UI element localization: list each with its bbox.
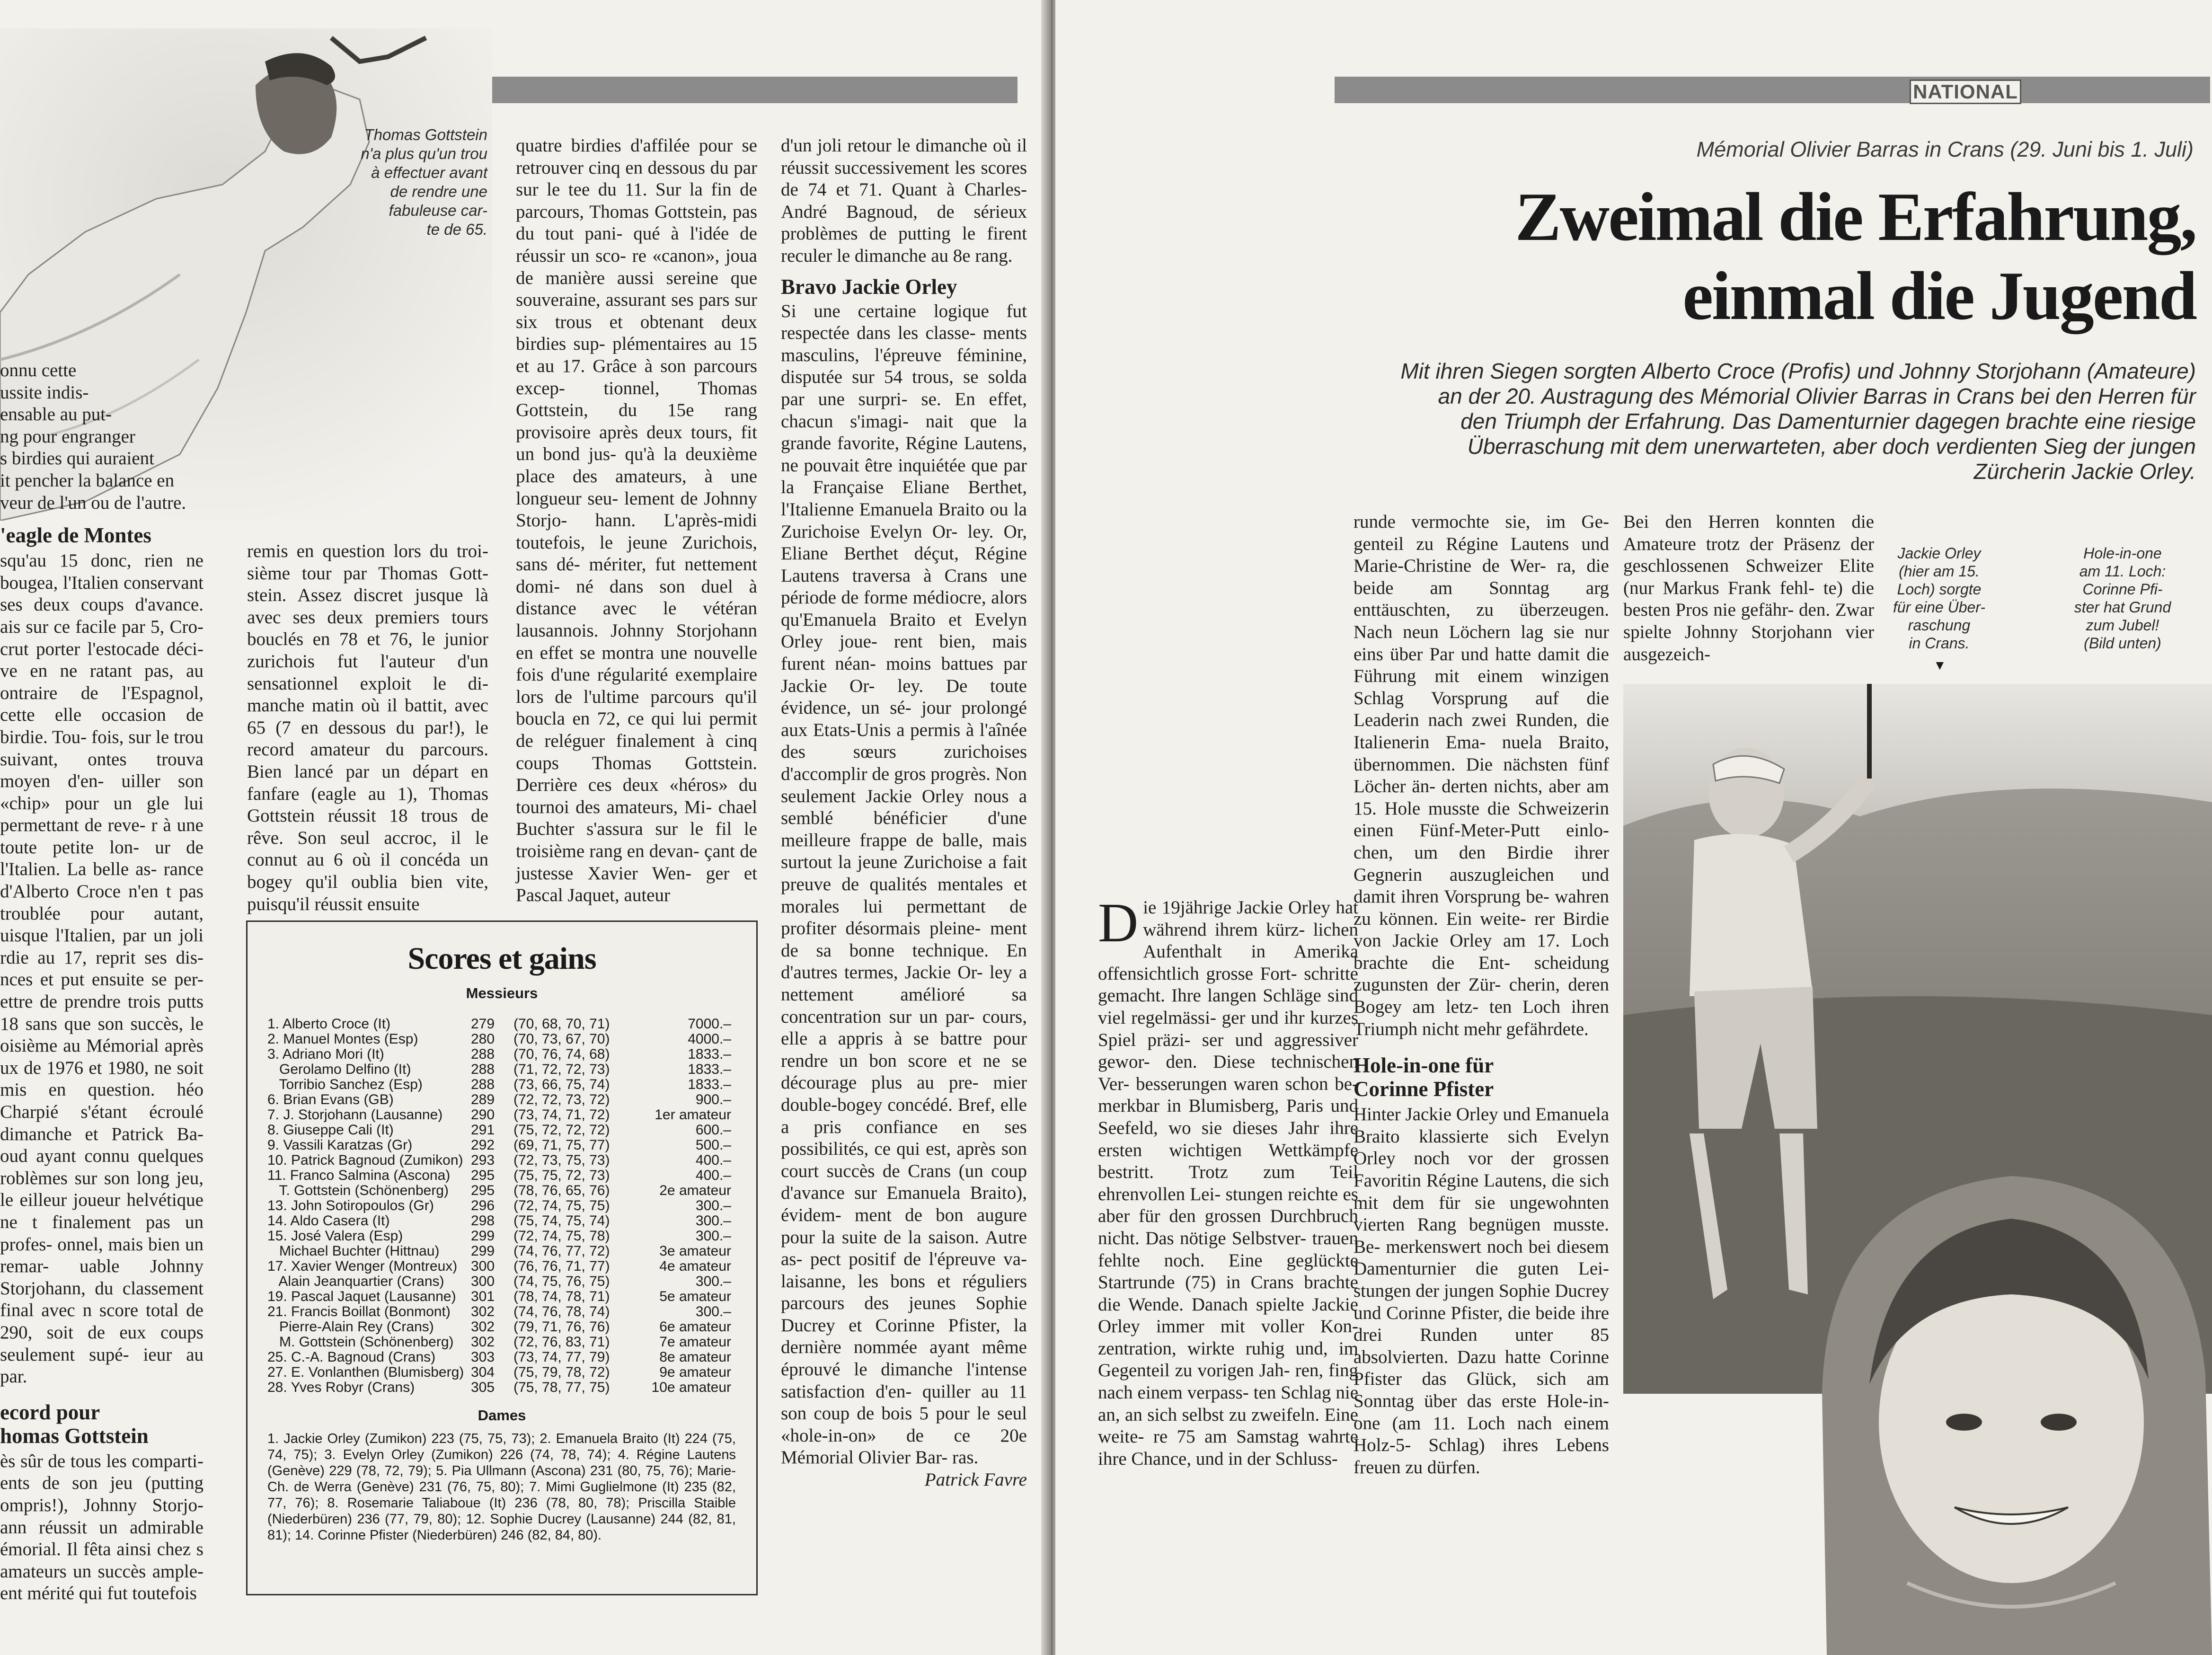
scores-dames-label: Dames: [478, 1407, 526, 1424]
score-total: 280: [471, 1031, 495, 1047]
score-rounds: (79, 71, 76, 76): [513, 1319, 610, 1335]
score-name: 28. Yves Robyr (Crans): [267, 1380, 415, 1395]
score-row: [267, 1092, 731, 1107]
score-rounds: (76, 76, 71, 77): [513, 1258, 610, 1274]
score-total: 298: [471, 1213, 495, 1229]
score-name: Alain Jeanquartier (Crans): [267, 1274, 444, 1289]
kicker: Mémorial Olivier Barras in Crans (29. Juni bis 1. Juli): [1696, 137, 2194, 161]
score-row: [267, 1183, 731, 1198]
left-column-3: [781, 135, 1027, 1491]
score-gain: 300.–: [695, 1274, 731, 1289]
score-name: 8. Giuseppe Cali (It): [267, 1122, 394, 1138]
right-col3-text: Bei den Herren konnten die Amateure trotz der Präsenz der geschlossenen Schweizer Elite (nur Markus Frank fehl- te) die besten Pros nie gefähr- den. Zwar spielte Johnny Storjohann vier ausgezeich-: [1623, 512, 1874, 664]
right-header-bar: [1335, 77, 2210, 103]
score-total: 299: [471, 1228, 495, 1244]
score-rounds: (75, 74, 75, 74): [513, 1213, 610, 1229]
score-gain: 600.–: [695, 1122, 731, 1138]
score-total: 300: [471, 1274, 495, 1289]
score-rounds: (72, 76, 83, 71): [513, 1334, 610, 1350]
score-total: 301: [471, 1289, 495, 1304]
score-rounds: (71, 72, 72, 73): [513, 1062, 610, 1077]
left-page: [0, 0, 1048, 1655]
score-name: 17. Xavier Wenger (Montreux): [267, 1258, 458, 1274]
score-row: [267, 1198, 731, 1213]
score-total: 288: [471, 1062, 495, 1077]
scores-box: [246, 920, 758, 1595]
score-row: [267, 1017, 731, 1032]
score-gain: 1833.–: [688, 1046, 731, 1062]
score-gain: 300.–: [695, 1304, 731, 1319]
caption-arrow: ▼: [1933, 658, 1947, 673]
col3-body-text: Si une certaine logique fut respectée dans les classe- ments masculins, l'épreuve féminine, disputée sur 54 trous, se solda par une surpri- se. En effet, chacun s'imagi- nait que la grande favorite, Régine Lautens, ne pouvait être inquiétée que par la Française Eliane Berthet, l'Italienne Emanuela Braito ou la Zurichoise Evelyn Or- ley. Or, Eliane Berthet déçut, Régine Lautens traversa à Crans une période de forme médiocre, alors qu'Emanuela Braito et Evelyn Orley joue- rent bien, mais furent néan- moins battues par Jackie Or- ley. De toute évidence, un sé- jour prolongé aux Etats-Unis a permis à l'aînée des sœurs zurichoises d'accomplir de gros progrès. Non seulement Jackie Orley nous a semblé bénéficier d'une meilleure frappe de balle, mais surtout la jeune Zurichoise a fait preuve de qualités mentales et morales lui permettant de profiter désormais pleine- ment de sa bonne technique. En d'autres termes, Jackie Or- ley a nettement amélioré sa concentration sur un par- cours, elle a appris à se battre pour rendre un bon score et ne se décourage plus au pre- mier double-bogey concédé. Bref, elle a pris confiance en ses possibilités, ce qui est, après son court succès de Crans (un coup d'avance sur Emanuela Braito), évidem- ment de bon augure pour la suite de la saison. Autre as- pect positif de l'épreuve va- laisanne, les bons et réguliers parcours des jeunes Sophie Ducrey et Corinne Pfister, la dernière nommée ayant même éprouvé le dimanche l'intense satisfaction d'en- quiller au 11 son coup de bois 5 pour le seul «hole-in-on» de ce 20e Mémorial Olivier Bar- ras.: [781, 301, 1027, 1468]
right-col2-body: Hinter Jackie Orley und Emanuela Braito klassierte sich Evelyn Orley noch vor der grossen Favoritin Régine Lautens, die sich mit dem für sie ungewohnten vierten Rang begnügen musste. Be- merkenswert noch bei diesem Damenturnier die guten Lei- stungen der jungen Sophie Ducrey und Corinne Pfister, die beide ihre drei Runden unter 85 absolvierten. Dazu hatte Corinne Pfister das Glück, sich am Sonntag über das erste Hole-in-one (am 11. Loch nach einem Holz-5- Schlag) ihres Lebens freuen zu dürfen.: [1354, 1104, 1609, 1478]
score-name: 21. Francis Boillat (Bonmont): [267, 1304, 451, 1319]
score-total: 302: [471, 1304, 495, 1319]
pfister-caption: Hole-in-one am 11. Loch: Corinne Pfi- ster hat Grund zum Jubel! (Bild unten): [2074, 545, 2171, 652]
col3-top-text: d'un joli retour le dimanche où il réussit successivement les scores de 74 et 71. Quant à Charles-André Bagnoud, de sérieux problèmes de putting le firent reculer le dimanche au 8e rang.: [781, 135, 1027, 266]
score-row: [267, 1304, 731, 1319]
right-page: [1055, 0, 2212, 1655]
score-gain: 1er amateur: [655, 1107, 731, 1123]
score-row: [267, 1365, 731, 1380]
score-name: 6. Brian Evans (GB): [267, 1092, 394, 1107]
score-gain: 7e amateur: [659, 1334, 731, 1350]
score-row: [267, 1138, 731, 1153]
left-column-a-lower: [247, 540, 488, 915]
score-total: 295: [471, 1183, 495, 1198]
score-name: 15. José Valera (Esp): [267, 1228, 403, 1244]
score-gain: 1833.–: [688, 1077, 731, 1092]
score-name: 25. C.-A. Bagnoud (Crans): [267, 1349, 436, 1365]
col1-heading-record: ecord pour homas Gottstein: [0, 1400, 149, 1448]
score-rounds: (70, 73, 67, 70): [513, 1031, 610, 1047]
score-gain: 300.–: [695, 1198, 731, 1213]
score-gain: 2e amateur: [659, 1183, 731, 1198]
score-gain: 8e amateur: [659, 1349, 731, 1365]
score-name: Pierre-Alain Rey (Crans): [267, 1319, 434, 1335]
score-rounds: (69, 71, 75, 77): [513, 1137, 610, 1153]
section-label: NATIONAL: [1910, 80, 2021, 104]
score-gain: 3e amateur: [659, 1243, 731, 1259]
score-total: 288: [471, 1046, 495, 1062]
score-rounds: (72, 74, 75, 75): [513, 1198, 610, 1213]
score-name: 11. Franco Salmina (Ascona): [267, 1168, 451, 1183]
score-gain: 1833.–: [688, 1062, 731, 1077]
score-gain: 900.–: [695, 1092, 731, 1107]
score-row: [267, 1123, 731, 1138]
headline-line-1: Zweimal die Erfahrung,: [1515, 178, 2196, 255]
score-row: [267, 1153, 731, 1168]
score-total: 293: [471, 1152, 495, 1168]
scores-title: Scores et gains: [407, 941, 596, 976]
right-col2-heading: Hole-in-one für Corinne Pfister: [1354, 1053, 1494, 1101]
scores-dames-text: 1. Jackie Orley (Zumikon) 223 (75, 75, 73); 2. Emanuela Braito (It) 224 (75, 74, 75); 3. Evelyn Orley (Zumikon) 226 (74, 78, 74); 4. Régine Lautens (Genève) 229 (78, 72, 79); 5. Pia Ullmann (Ascona) 231 (80, 75, 76); Marie-Ch. de Werra (Genève) 231 (76, 75, 80); 7. Mimi Guglielmone (It) 235 (82, 77, 76); 8. Rosemarie Taliaboue (It) 236 (78, 80, 78); Priscilla Staible (Niederbüren) 236 (77, 79, 80); 12. Sophie Ducrey (Lausanne) 244 (82, 81, 81); 14. Corinne Pfister (Niederbüren) 246 (82, 84, 80).: [267, 1431, 736, 1543]
score-total: 292: [471, 1137, 495, 1153]
score-name: 1. Alberto Croce (It): [267, 1016, 391, 1032]
score-name: M. Gottstein (Schönenberg): [267, 1334, 454, 1350]
left-column-2-top: [516, 135, 757, 907]
col-a-lower-text: remis en question lors du troi- sième tour par Thomas Gott- stein. Assez discret jusque là avec ses deux premiers tours bouclés en 78 et 76, le junior zurichois fut l'auteur d'un sensationnel exploit le di- manche matin où il battit, avec 65 (7 en dessous du par!), le record amateur du parcours. Bien lancé par un départ en fanfare (eagle au 1), Thomas Gottstein réussit 18 trous de rêve. Son seul accroc, il le connut au 6 où il concéda un bogey qu'il oublia bien vite, puisqu'il réussit ensuite: [247, 541, 488, 914]
score-rounds: (78, 74, 78, 71): [513, 1289, 610, 1304]
score-row: [267, 1032, 731, 1047]
score-gain: 4000.–: [688, 1031, 731, 1047]
score-row: [267, 1319, 731, 1335]
score-name: Torribio Sanchez (Esp): [267, 1077, 423, 1092]
score-row: [267, 1380, 731, 1395]
gottstein-caption: Thomas Gottstein n'a plus qu'un trou à effectuer avant de rendre une fabuleuse car- te de 65.: [361, 126, 487, 238]
score-gain: 10e amateur: [651, 1380, 731, 1395]
score-gain: 9e amateur: [659, 1364, 731, 1380]
score-total: 279: [471, 1016, 495, 1032]
score-total: 288: [471, 1077, 495, 1092]
score-gain: 5e amateur: [659, 1289, 731, 1304]
score-gain: 500.–: [695, 1137, 731, 1153]
score-row: [267, 1274, 731, 1289]
right-column-2: [1354, 511, 1609, 1478]
score-rounds: (72, 74, 75, 78): [513, 1228, 610, 1244]
score-name: 13. John Sotiropoulos (Gr): [267, 1198, 434, 1213]
score-rounds: (73, 66, 75, 74): [513, 1077, 610, 1092]
right-col2-text: runde vermochte sie, im Ge- genteil zu Régine Lautens und Marie-Christine de Wer- ra, die beide am Sonntag arg enttäuschten, zu überzeugen. Nach neun Löchern lag sie nur eins über Par und hatte damit die Führung mit einem winzigen Schlag Vorsprung auf die Leaderin nach zwei Runden, die Italienerin Ema- nuela Braito, übernommen. Die nächsten fünf Löcher än- derten nichts, aber am 15. Hole musste die Schweizerin einen Fünf-Meter-Putt einlo- chen, um den Birdie ihrer Gegnerin auszugleichen und damit ihren Vorsprung be- wahren zu können. Ein weite- rer Birdie von Jackie Orley am 17. Loch brachte die Ent- scheidung zugunsten der Zür- cherin, deren Bogey am letz- ten Loch ihren Triumph nicht mehr gefährdete.: [1354, 512, 1609, 1039]
score-gain: 4e amateur: [659, 1258, 731, 1274]
orley-caption: Jackie Orley (hier am 15. Loch) sorgte für eine Über- raschung in Crans.: [1893, 545, 1986, 652]
score-row: [267, 1047, 731, 1062]
score-row: [267, 1350, 731, 1365]
score-total: 295: [471, 1168, 495, 1183]
dropcap: D: [1098, 892, 1139, 954]
col1-body-2: ès sûr de tous les comparti- ents de son jeu (putting ompris!), Johnny Storjo- ann réussit un admirable émorial. Il fêta ainsi chez s amateurs un succès ample- ent mérité qui fut toutefois: [0, 1451, 204, 1604]
score-name: 7. J. Storjohann (Lausanne): [267, 1107, 443, 1123]
score-total: 289: [471, 1092, 495, 1107]
score-rounds: (70, 76, 74, 68): [513, 1046, 610, 1062]
score-name: 3. Adriano Mori (It): [267, 1046, 384, 1062]
score-gain: 300.–: [695, 1228, 731, 1244]
score-name: 2. Manuel Montes (Esp): [267, 1031, 418, 1047]
score-name: Michael Buchter (Hittnau): [267, 1243, 440, 1259]
left-column-1: [0, 360, 204, 1605]
score-row: [267, 1335, 731, 1350]
score-total: 303: [471, 1349, 495, 1365]
right-column-1: [1098, 892, 1358, 1470]
score-row: [267, 1259, 731, 1274]
score-total: 299: [471, 1243, 495, 1259]
score-row: [267, 1107, 731, 1123]
scores-messieurs-label: Messieurs: [466, 985, 538, 1001]
headline-line-2: einmal die Jugend: [1682, 257, 2196, 334]
score-rounds: (70, 68, 70, 71): [513, 1016, 610, 1032]
orley-pfister-photo: [1623, 684, 2212, 1655]
score-rounds: (78, 76, 65, 76): [513, 1183, 610, 1198]
score-rounds: (74, 76, 78, 74): [513, 1304, 610, 1319]
score-rounds: (73, 74, 71, 72): [513, 1107, 610, 1123]
score-name: 19. Pascal Jaquet (Lausanne): [267, 1289, 456, 1304]
score-rounds: (74, 76, 77, 72): [513, 1243, 610, 1259]
score-row: [267, 1077, 731, 1092]
score-row: [267, 1229, 731, 1244]
score-row: [267, 1213, 731, 1229]
score-gain: 300.–: [695, 1213, 731, 1229]
score-gain: 400.–: [695, 1168, 731, 1183]
score-name: T. Gottstein (Schönenberg): [267, 1183, 449, 1198]
score-rounds: (75, 75, 72, 73): [513, 1168, 610, 1183]
score-total: 302: [471, 1319, 495, 1335]
score-gain: 7000.–: [688, 1016, 731, 1032]
score-rounds: (72, 72, 73, 72): [513, 1092, 610, 1107]
score-row: [267, 1062, 731, 1077]
score-name: 14. Aldo Casera (It): [267, 1213, 390, 1229]
score-row: [267, 1289, 731, 1304]
score-name: 27. E. Vonlanthen (Blumisberg): [267, 1364, 464, 1380]
right-col1-text: ie 19jährige Jackie Orley hat während ihrem kürz- lichen Aufenthalt in Amerika offensichtlich grosse Fort- schritte gemacht. Ihre langen Schläge sind viel regelmässi- ger und ihr kurzes Spiel präzi- ser und aggressiver gewor- den. Diese technischen Ver- besserungen waren schon be- merkbar in Blumisberg, Paris und Seefeld, wo sie dieses Jahr ihre ersten wichtigen Wettkämpfe bestritt. Trotz zum Teil ehrenvollen Lei- stungen reichte es aber für den grossen Durchbruch nicht. Das nötige Selbstver- trauen fehlte noch. Eine geglückte Startrunde (75) in Crans brachte die Wende. Danach spielte Jackie Orley immer mit voller Kon- zentration, wirkte ruhig und, im Gegenteil zu vorigen Jah- ren, fing nach einem verpass- ten Schlag nie an, an sich selbst zu zweifeln. Eine weite- re 75 am Samstag wahrte ihre Chance, und in der Schluss-: [1098, 897, 1358, 1469]
score-gain: 6e amateur: [659, 1319, 731, 1335]
scores-table: [267, 1017, 731, 1395]
score-rounds: (75, 78, 77, 75): [513, 1380, 610, 1395]
score-rounds: (72, 73, 75, 73): [513, 1152, 610, 1168]
score-total: 290: [471, 1107, 495, 1123]
score-total: 291: [471, 1122, 495, 1138]
score-total: 302: [471, 1334, 495, 1350]
score-gain: 400.–: [695, 1152, 731, 1168]
score-total: 304: [471, 1364, 495, 1380]
col3-heading-orley: Bravo Jackie Orley: [781, 274, 957, 299]
score-row: [267, 1168, 731, 1183]
col3-author: Patrick Favre: [924, 1469, 1027, 1490]
score-row: [267, 1244, 731, 1259]
col1-body-1: squ'au 15 donc, rien ne bougea, l'Italien conservant ses deux coups d'avance. ais sur ce facile par 5, Cro- crut porter l'estocade déci- ve en ne ratant pas, au ontraire de l'Espagnol, cette elle occasion de birdie. Tou- fois, sur le trou suivant, ontes trouva moyen d'en- uiller son «chip» pour un gle lui permettant de reve- r à une toute petite lon- ur de l'Italien. La belle as- rance d'Alberto Croce n'en t pas troublée pour autant, uisque l'Italien, par un joli rdie au 17, reprit ses dis- nces et put ensuite se per- ettre de prendre trois putts 18 sans que son succès, le oisième au Mémorial après ux de 1976 et 1980, ne soit mis en question. héo Charpié s'étant écroulé dimanche et Patrick Ba- oud ayant connu quelques roblèmes sur son long jeu, le eilleur joueur helvétique ne t finalement pas un profes- onnel, mais bien un remar- uable Johnny Storjohann, du classement final avec n score total de 290, soit de eux coups seulement supé- ieur au par.: [0, 550, 204, 1387]
col1-heading-eagle: 'eagle de Montes: [0, 523, 151, 548]
score-rounds: (74, 75, 76, 75): [513, 1274, 610, 1289]
score-total: 296: [471, 1198, 495, 1213]
col2-top-text: quatre birdies d'affilée pour se retrouver cinq en dessous du par sur le tee du 11. Sur la fin de parcours, Thomas Gottstein, pas du tout pani- qué à l'idée de réussir un sco- re «canon», joua de manière aussi sereine que souveraine, assurant ses pars sur six trous et obtenant deux birdies sup- plémentaires au 15 et au 17. Grâce à son parcours excep- tionnel, Thomas Gottstein, du 15e rang provisoire après deux tours, fit un bond jus- qu'à la deuxième place des amateurs, à une longueur seu- lement de Johnny Storjo- hann. L'après-midi toutefois, le jeune Zurichois, sans dé- mériter, fut nettement domi- né dans son duel à distance avec le vétéran lausannois. Johnny Storjohann en effet se montra une nouvelle fois d'une régularité exemplaire lors de l'ultime parcours qu'il boucla en 72, ce qui lui permit de reléguer finalement à cinq coups Thomas Gottstein. Derrière ces deux «héros» du tournoi des amateurs, Mi- chael Buchter s'assura sur le fil le troisième rang en devan- çant de justesse Xavier Wen- ger et Pascal Jaquet, auteur: [516, 135, 757, 906]
score-rounds: (73, 74, 77, 79): [513, 1349, 610, 1365]
score-name: Gerolamo Delfino (It): [267, 1062, 411, 1077]
col1-intro: onnu cette ussite indis- ensable au put- ng pour engranger s birdies qui auraient it pencher la balance en veur de l'un ou de l'autre.: [0, 360, 186, 513]
score-rounds: (75, 79, 78, 72): [513, 1364, 610, 1380]
score-rounds: (75, 72, 72, 72): [513, 1122, 610, 1138]
score-name: 10. Patrick Bagnoud (Zumikon): [267, 1152, 463, 1168]
score-name: 9. Vassili Karatzas (Gr): [267, 1137, 413, 1153]
lead-text: Mit ihren Siegen sorgten Alberto Croce (Profis) und Johnny Storjohann (Amateure) an der 20. Austragung des Mémorial Olivier Barras in Crans bei den Herren für den Triumph der Erfahrung. Das Damenturnier dagegen brachte eine riesige Überraschung mit dem unerwarteten, aber doch verdienten Sieg der jungen Zürcherin Jackie Orley.: [1400, 359, 2196, 484]
score-total: 300: [471, 1258, 495, 1274]
right-column-3: [1623, 511, 1874, 665]
score-total: 305: [471, 1380, 495, 1395]
